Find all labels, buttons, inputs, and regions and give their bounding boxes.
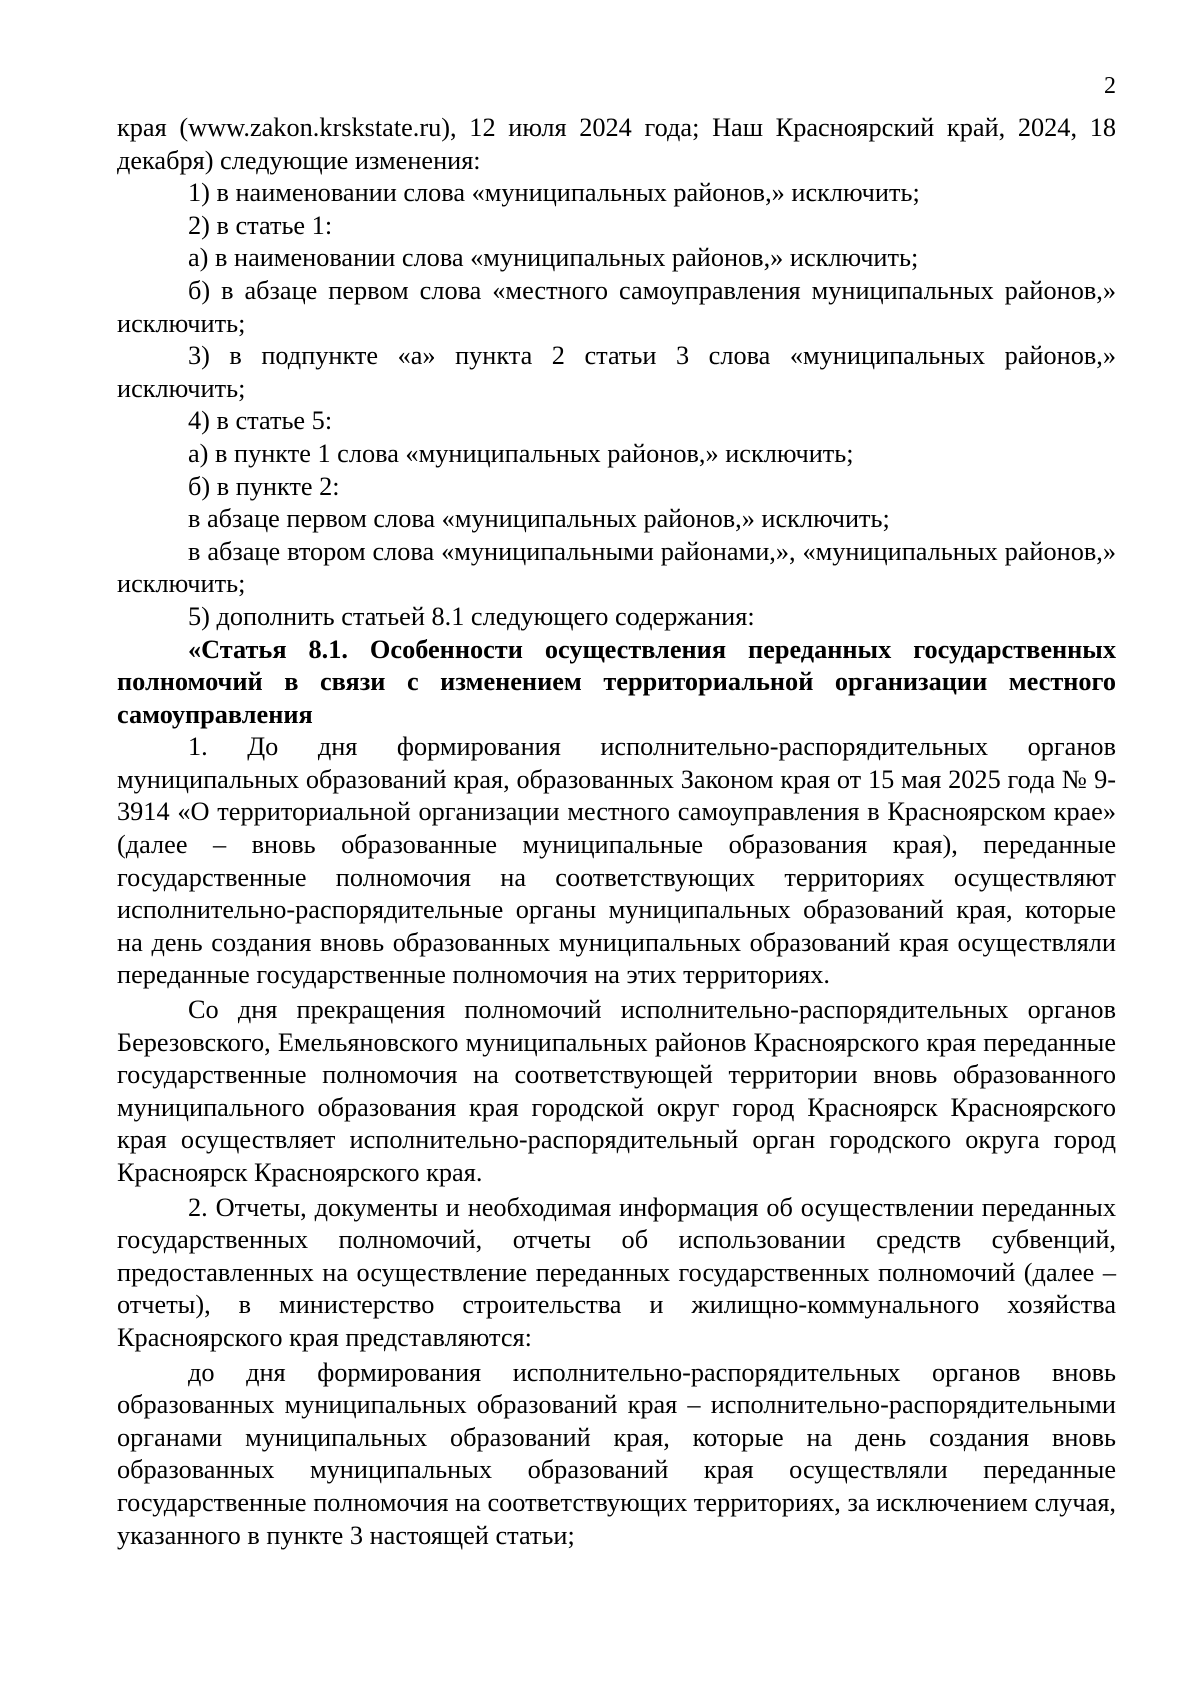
- paragraph-item-2b: б) в абзаце первом слова «местного самоуправления муниципальных районов,» исключить;: [117, 275, 1116, 338]
- article-paragraph-2: 2. Отчеты, документы и необходимая информация об осуществлении переданных государственных полномочий, отчеты об использовании средств субвенций, предоставленных на осуществление переданных государственных полномочий (далее – отчеты), в министерство строительства и жилищно-коммунального хозяйства Красноярского края представляются:: [117, 1192, 1116, 1352]
- article-paragraph-2-first-case: до дня формирования исполнительно-распорядительных органов вновь образованных муниципальных образований края – исполнительно-распорядительными органами муниципальных образований края, которые на день создания вновь образованных муниципальных образований края осуществляли переданные государственные полномочия на соответствующих территориях, за исключением случая, указанного в пункте 3 настоящей статьи;: [117, 1357, 1116, 1550]
- paragraph-item-4b-second: в абзаце втором слова «муниципальными районами,», «муниципальных районов,» исключить;: [117, 536, 1116, 599]
- paragraph-intro-continuation: края (www.zakon.krskstate.ru), 12 июля 2024 года; Наш Красноярский край, 2024, 18 декабря) следующие изменения:: [117, 113, 1116, 175]
- paragraph-item-4b-first: в абзаце первом слова «муниципальных районов,» исключить;: [188, 504, 890, 534]
- paragraph-item-2: 2) в статье 1:: [188, 210, 333, 240]
- paragraph-item-4: 4) в статье 5:: [188, 406, 333, 436]
- paragraph-item-3: 3) в подпункте «а» пункта 2 статьи 3 слова «муниципальных районов,» исключить;: [117, 341, 1116, 403]
- paragraph-item-1: 1) в наименовании слова «муниципальных районов,» исключить;: [188, 178, 920, 208]
- paragraph-item-2a: а) в наименовании слова «муниципальных районов,» исключить;: [188, 243, 919, 273]
- article-paragraph-1-second: Со дня прекращения полномочий исполнительно-распорядительных органов Березовского, Емельяновского муниципальных районов Красноярского края переданные государственные полномочия на соответствующей территории вновь образованного муниципального образования края городской округ город Красноярск Красноярского края осуществляет исполнительно-распорядительный орган городского округа город Красноярск Красноярского края.: [117, 995, 1116, 1187]
- paragraph-item-4a: а) в пункте 1 слова «муниципальных районов,» исключить;: [188, 438, 854, 468]
- page-number: 2: [1104, 73, 1116, 99]
- article-heading: «Статья 8.1. Особенности осуществления переданных государственных полномочий в связи с изменением территориальной организации местного самоуправления: [117, 634, 1116, 729]
- document-body: [117, 112, 1116, 1552]
- paragraph-item-5: 5) дополнить статьей 8.1 следующего содержания:: [188, 601, 755, 631]
- paragraph-item-4b: б) в пункте 2:: [188, 471, 340, 501]
- article-paragraph-1: 1. До дня формирования исполнительно-распорядительных органов муниципальных образований края, образованных Законом края от 15 мая 2025 года № 9-3914 «О территориальной организации местного самоуправления в Красноярском крае» (далее – вновь образованные муниципальные образования края), переданные государственные полномочия на соответствующих территориях осуществляют исполнительно-распорядительные органы муниципальных образований края, которые на день создания вновь образованных муниципальных образований края осуществляли переданные государственные полномочия на этих территориях.: [117, 732, 1116, 990]
